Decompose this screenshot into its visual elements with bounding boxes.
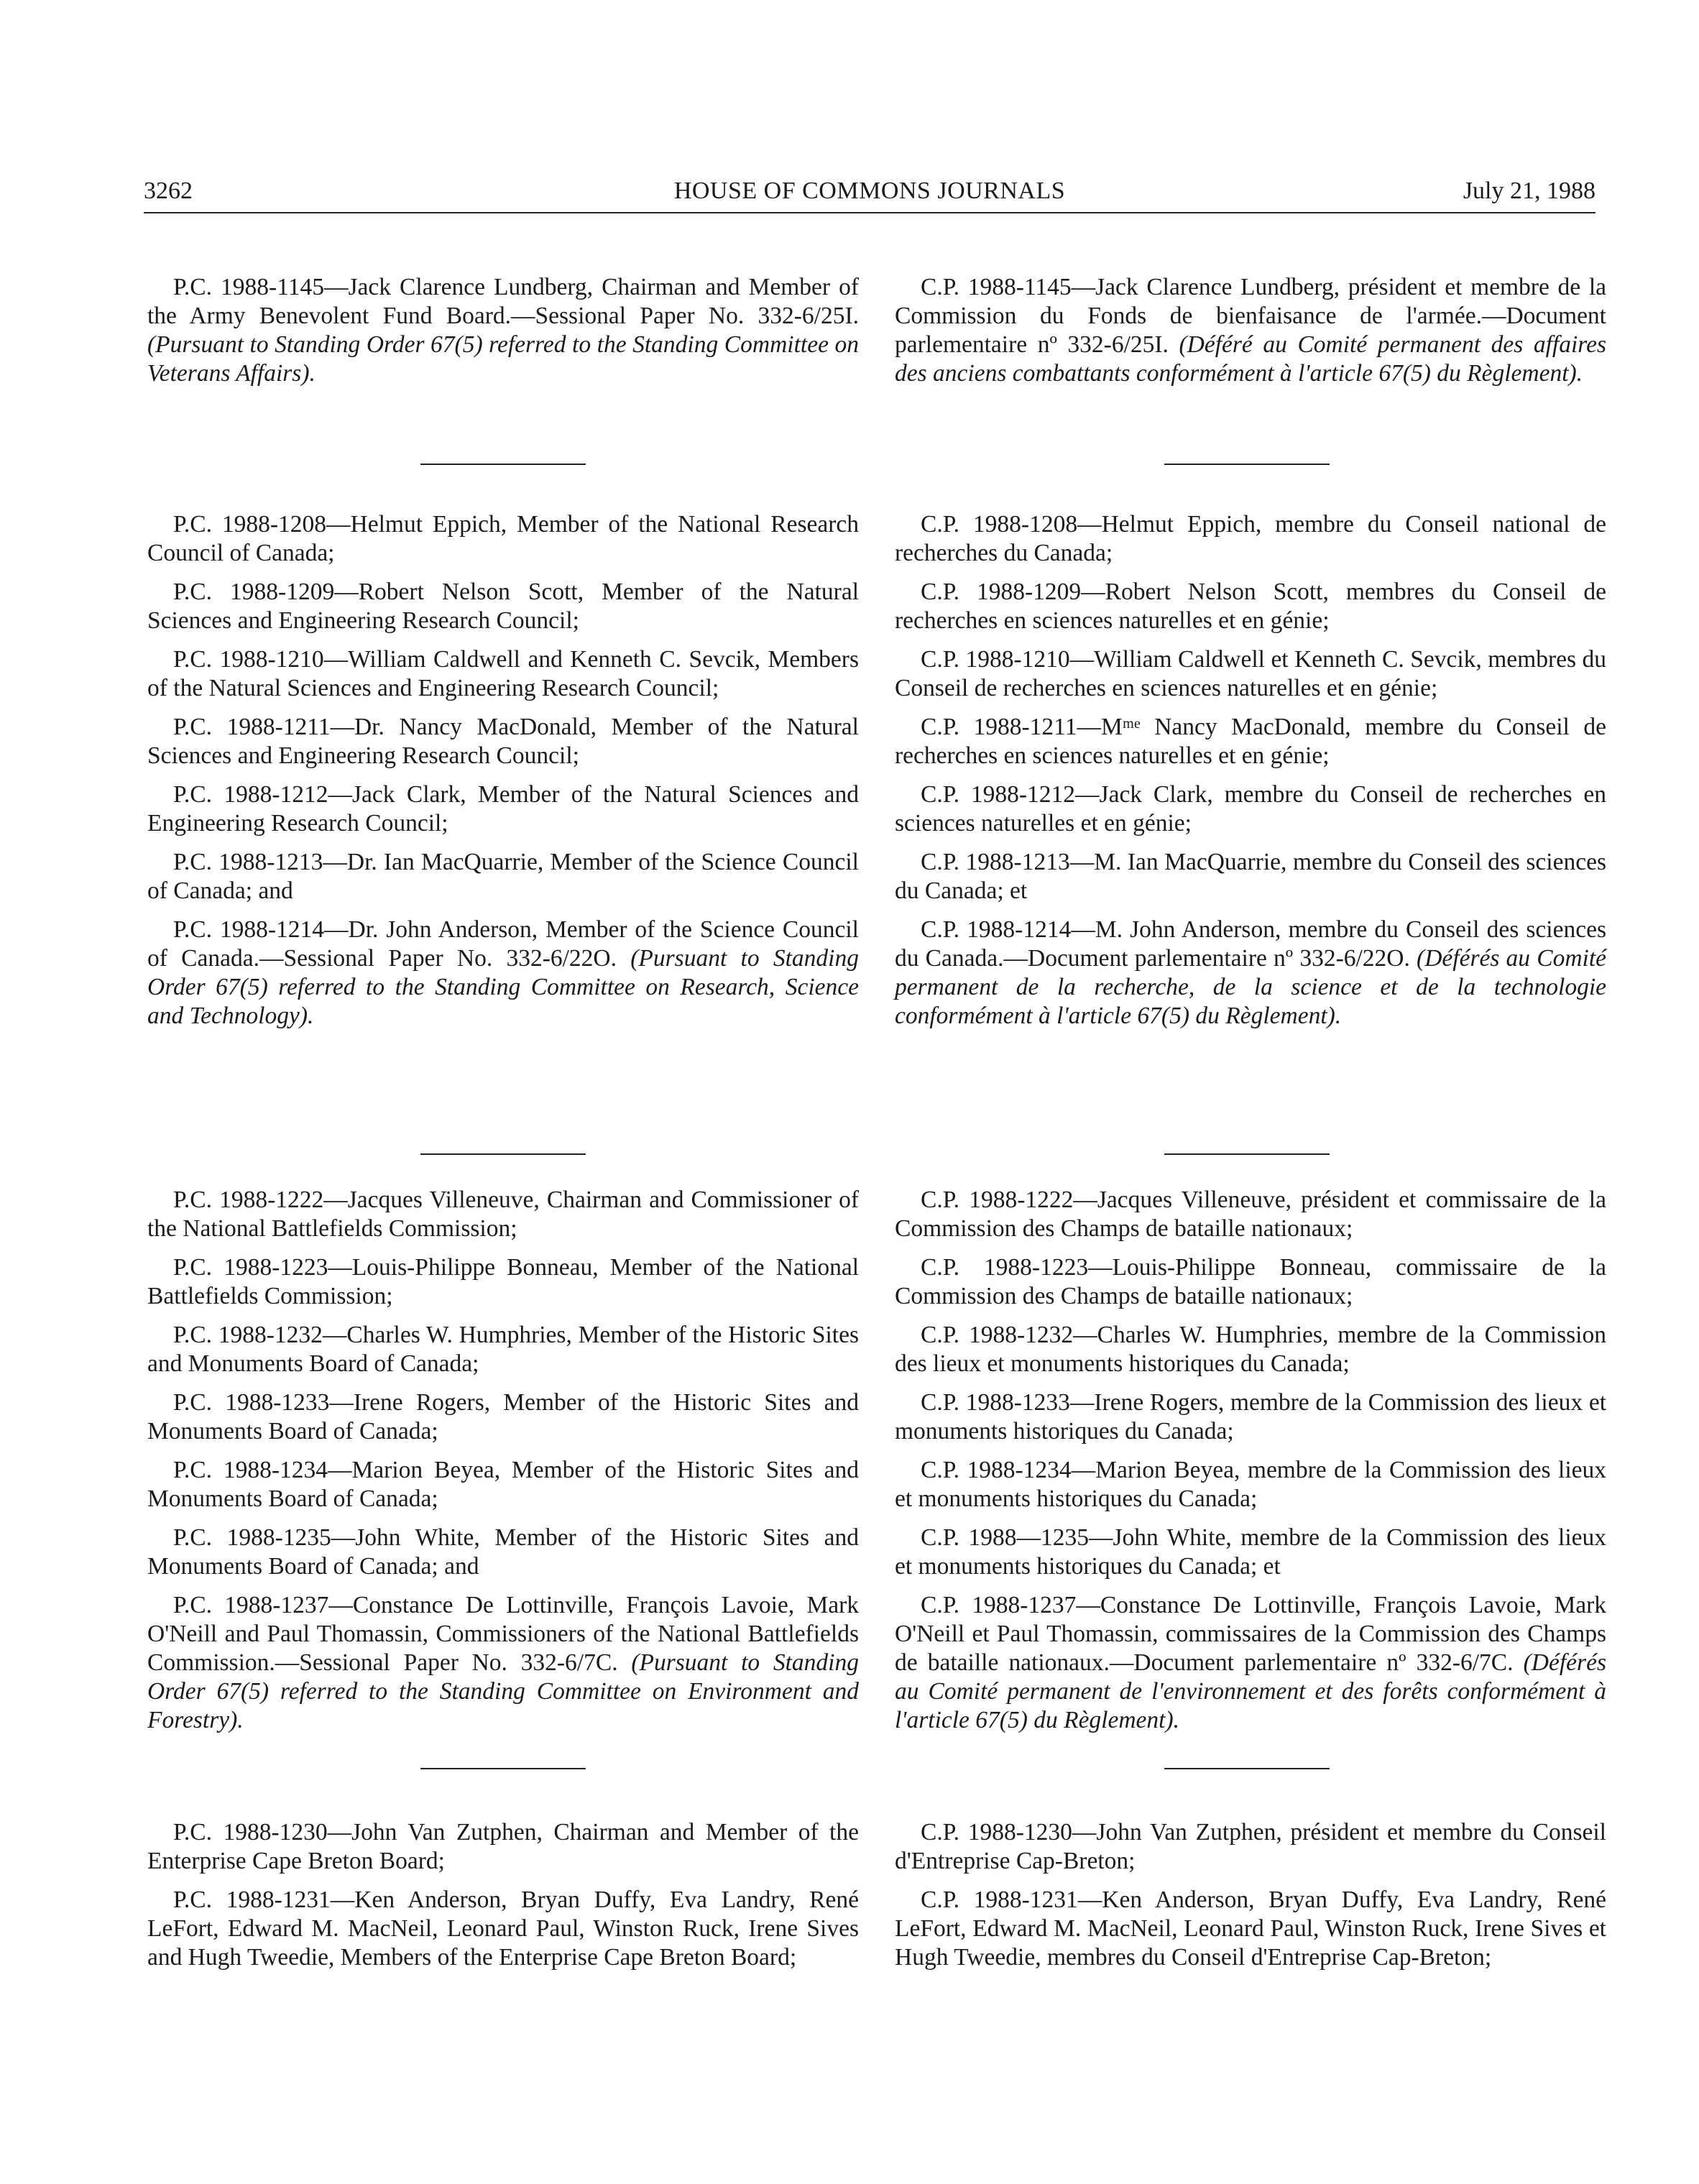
english-section-4 xyxy=(147,1818,859,1972)
french-entry xyxy=(895,1186,1606,1243)
french-entry xyxy=(895,713,1606,770)
french-section-4 xyxy=(895,1818,1606,1972)
entry-text: C.P. 1988-1208—Helmut Eppich, membre du Conseil national de recherches du Canada; xyxy=(895,511,1606,566)
header-date: July 21, 1988 xyxy=(1463,178,1596,204)
entry-text: C.P. 1988-1213—M. Ian MacQuarrie, membre du Conseil des sciences du Canada; et xyxy=(895,849,1606,904)
entry-text: P.C. 1988-1235—John White, Member of the Historic Sites and Monuments Board of Canada; and xyxy=(147,1524,859,1580)
entry-text: P.C. 1988-1214—Dr. John Anderson, Member of the Science Council of Canada.—Sessional Paper No. 332-6/22O. xyxy=(147,916,859,972)
header-rule xyxy=(144,212,1596,213)
entry-text: C.P. 1988-1231—Ken Anderson, Bryan Duffy, Eva Landry, René LeFort, Edward M. MacNeil, Leonard Paul, Winston Ruck, Irene Sives et Hugh Tweedie, membres du Conseil d'Entreprise Cap-Breton; xyxy=(895,1886,1606,1971)
entry-text: C.P. 1988-1233—Irene Rogers, membre de la Commission des lieux et monuments historiques du Canada; xyxy=(895,1389,1606,1445)
section-separator xyxy=(420,464,586,465)
entry-text: P.C. 1988-1223—Louis-Philippe Bonneau, Member of the National Battlefields Commission; xyxy=(147,1254,859,1309)
english-entry xyxy=(147,848,859,906)
english-section-3 xyxy=(147,1186,859,1735)
french-entry xyxy=(895,578,1606,635)
entry-text: C.P. 1988-1223—Louis-Philippe Bonneau, commissaire de la Commission des Champs de bataille nationaux; xyxy=(895,1254,1606,1309)
entry-text: P.C. 1988-1234—Marion Beyea, Member of the Historic Sites and Monuments Board of Canada; xyxy=(147,1457,859,1512)
english-entry xyxy=(147,1321,859,1378)
french-entry xyxy=(895,780,1606,838)
french-entry xyxy=(895,273,1606,388)
entry-text: P.C. 1988-1212—Jack Clark, Member of the Natural Sciences and Engineering Research Council; xyxy=(147,781,859,837)
entry-text: C.P. 1988-1237—Constance De Lottinville, François Lavoie, Mark O'Neill et Paul Thomassin, commissaires de la Commission des Champs de bataille nationaux.—Document parlementaire nº 332-6/7C. xyxy=(895,1592,1606,1676)
english-entry xyxy=(147,1886,859,1972)
english-entry xyxy=(147,713,859,770)
entry-referral: (Déféré au Comité permanent des affaires des anciens combattants conformément à l'article 67(5) du Règlement). xyxy=(895,331,1606,387)
english-entry xyxy=(147,1524,859,1581)
entry-text: C.P. 1988-1145—Jack Clarence Lundberg, président et membre de la Commission du Fonds de bienfaisance de l'armée.—Document parlementaire nº 332-6/25I. xyxy=(895,274,1606,358)
entry-text: P.C. 1988-1230—John Van Zutphen, Chairman and Member of the Enterprise Cape Breton Board; xyxy=(147,1819,859,1874)
entry-text: P.C. 1988-1209—Robert Nelson Scott, Member of the Natural Sciences and Engineering Research Council; xyxy=(147,579,859,634)
english-entry xyxy=(147,645,859,703)
entry-text: P.C. 1988-1208—Helmut Eppich, Member of the National Research Council of Canada; xyxy=(147,511,859,566)
english-entry xyxy=(147,1818,859,1876)
entry-text: C.P. 1988-1222—Jacques Villeneuve, président et commissaire de la Commission des Champs de bataille nationaux; xyxy=(895,1187,1606,1242)
entry-text: P.C. 1988-1213—Dr. Ian MacQuarrie, Member of the Science Council of Canada; and xyxy=(147,849,859,904)
french-section-2 xyxy=(895,510,1606,1031)
english-entry xyxy=(147,780,859,838)
french-entry xyxy=(895,1321,1606,1378)
section-separator xyxy=(1164,464,1330,465)
english-entry xyxy=(147,1186,859,1243)
english-section-2 xyxy=(147,510,859,1031)
entry-referral: (Pursuant to Standing Order 67(5) referred to the Standing Committee on Research, Science and Technology). xyxy=(147,945,859,1029)
entry-text: P.C. 1988-1222—Jacques Villeneuve, Chairman and Commissioner of the National Battlefields Commission; xyxy=(147,1187,859,1242)
french-entry xyxy=(895,916,1606,1031)
entry-referral: (Déférés au Comité permanent de la recherche, de la science et de la technologie conformément à l'article 67(5) du Règlement). xyxy=(895,945,1606,1029)
french-section-3 xyxy=(895,1186,1606,1735)
entry-text: C.P. 1988-1209—Robert Nelson Scott, membres du Conseil de recherches en sciences naturelles et en génie; xyxy=(895,579,1606,634)
english-entry xyxy=(147,1456,859,1513)
section-separator xyxy=(420,1153,586,1155)
entry-text: C.P. 1988-1230—John Van Zutphen, président et membre du Conseil d'Entreprise Cap-Breton; xyxy=(895,1819,1606,1874)
french-entry xyxy=(895,848,1606,906)
entry-referral: (Pursuant to Standing Order 67(5) referred to the Standing Committee on Environment and Forestry). xyxy=(147,1649,859,1733)
entry-text: C.P. 1988-1211—Mᵐᵉ Nancy MacDonald, membre du Conseil de recherches en sciences naturelles et en génie; xyxy=(895,714,1606,769)
french-entry xyxy=(895,1456,1606,1513)
english-entry xyxy=(147,273,859,388)
english-entry xyxy=(147,1253,859,1311)
entry-referral: (Déférés au Comité permanent de l'environnement et des forêts conformément à l'article 67(5) du Règlement). xyxy=(895,1649,1606,1733)
french-section-1 xyxy=(895,273,1606,388)
section-separator xyxy=(1164,1768,1330,1769)
french-entry xyxy=(895,1253,1606,1311)
english-entry xyxy=(147,1388,859,1446)
section-separator xyxy=(1164,1153,1330,1155)
english-entry xyxy=(147,578,859,635)
french-entry xyxy=(895,645,1606,703)
english-entry xyxy=(147,916,859,1031)
entry-text: P.C. 1988-1237—Constance De Lottinville, François Lavoie, Mark O'Neill and Paul Thomassin, Commissioners of the National Battlefields Commission.—Sessional Paper No. 332-6/7C. xyxy=(147,1592,859,1676)
page-header xyxy=(144,172,1596,210)
journal-title: HOUSE OF COMMONS JOURNALS xyxy=(673,178,1066,204)
entry-text: C.P. 1988-1210—William Caldwell et Kenneth C. Sevcik, membres du Conseil de recherches en sciences naturelles et en génie; xyxy=(895,646,1606,701)
french-entry xyxy=(895,1524,1606,1581)
section-separator xyxy=(420,1768,586,1769)
entry-text: P.C. 1988-1233—Irene Rogers, Member of the Historic Sites and Monuments Board of Canada; xyxy=(147,1389,859,1445)
entry-referral: (Pursuant to Standing Order 67(5) referred to the Standing Committee on Veterans Affairs). xyxy=(147,331,859,387)
french-entry xyxy=(895,1818,1606,1876)
entry-text: C.P. 1988-1214—M. John Anderson, membre du Conseil des sciences du Canada.—Document parlementaire nº 332-6/22O. xyxy=(895,916,1606,972)
entry-text: P.C. 1988-1231—Ken Anderson, Bryan Duffy, Eva Landry, René LeFort, Edward M. MacNeil, Leonard Paul, Winston Ruck, Irene Sives and Hugh Tweedie, Members of the Enterprise Cape Breton Board; xyxy=(147,1886,859,1971)
french-entry xyxy=(895,510,1606,568)
entry-text: P.C. 1988-1232—Charles W. Humphries, Member of the Historic Sites and Monuments Board of Canada; xyxy=(147,1322,859,1377)
entry-text: C.P. 1988—1235—John White, membre de la Commission des lieux et monuments historiques du Canada; et xyxy=(895,1524,1606,1580)
english-entry xyxy=(147,1591,859,1735)
page-number: 3262 xyxy=(144,178,193,204)
english-section-1 xyxy=(147,273,859,388)
french-entry xyxy=(895,1388,1606,1446)
french-entry xyxy=(895,1886,1606,1972)
entry-text: C.P. 1988-1232—Charles W. Humphries, membre de la Commission des lieux et monuments historiques du Canada; xyxy=(895,1322,1606,1377)
entry-text: C.P. 1988-1234—Marion Beyea, membre de la Commission des lieux et monuments historiques du Canada; xyxy=(895,1457,1606,1512)
entry-text: P.C. 1988-1145—Jack Clarence Lundberg, Chairman and Member of the Army Benevolent Fund Board.—Sessional Paper No. 332-6/25I. xyxy=(147,274,859,329)
english-entry xyxy=(147,510,859,568)
entry-text: P.C. 1988-1210—William Caldwell and Kenneth C. Sevcik, Members of the Natural Sciences and Engineering Research Council; xyxy=(147,646,859,701)
french-entry xyxy=(895,1591,1606,1735)
entry-text: C.P. 1988-1212—Jack Clark, membre du Conseil de recherches en sciences naturelles et en génie; xyxy=(895,781,1606,837)
entry-text: P.C. 1988-1211—Dr. Nancy MacDonald, Member of the Natural Sciences and Engineering Research Council; xyxy=(147,714,859,769)
